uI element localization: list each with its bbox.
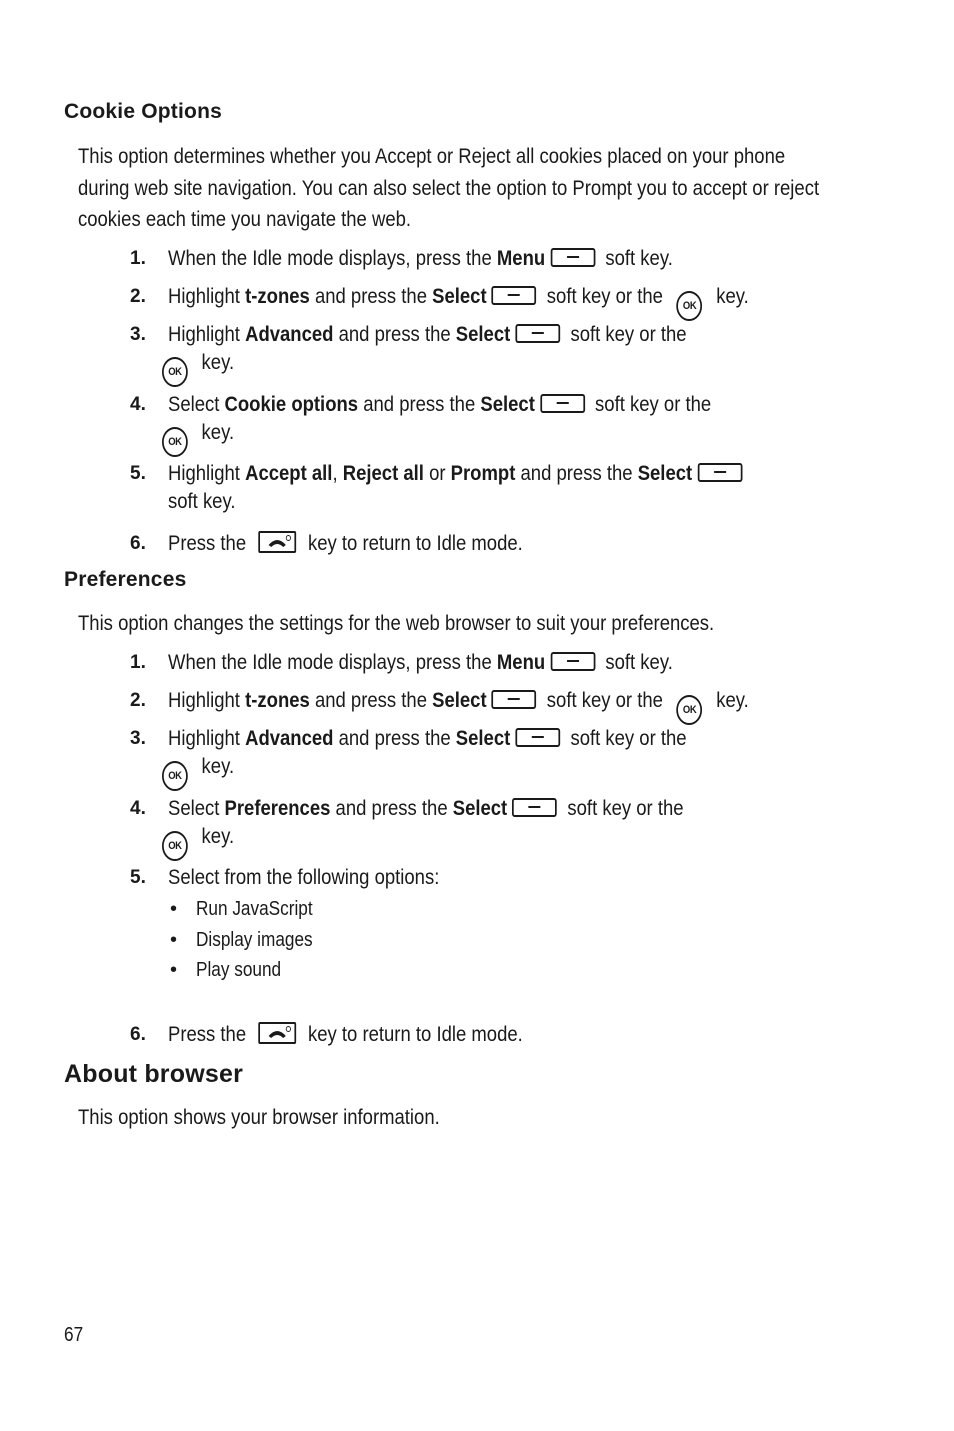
page-number: 67 (64, 1324, 84, 1346)
soft-key-icon (515, 728, 560, 747)
bullet-icon: • (170, 959, 178, 981)
bullet-icon: • (170, 929, 178, 951)
manual-page: Cookie Options This option determines whether you Accept or Reject all cookies placed on your phone during web site navigation. You can also select the option to Prompt you to accept or reject cookies each time you navigate the web. 1. When the Idle mode displays, press the Menu soft key. 2. Highlight t-zones and press the Select soft key or the OK key. 3. Highlight Advanced and press the Select soft key or the OK key. 4. Select Cookie options and press the Select soft key or the OK key. 5. Highlight Accept all, Reject all or Prompt and press the Select soft key. 6. Press the key to return to Idle mode. Preferences This option changes the settings for the web browser to suit your preferences. 1. When the Idle mode displays, press the Menu soft key. 2. Highlight t-zones and press the Select soft key or the OK key. 3. Highlight Advanced and press the Select soft key or the OK key. 4. Select Preferences and press the Select soft key or the OK key. 5. Select from the following options: • Run JavaScript • Display images • Play sound 6. Press the key to return to Idle mode. About browser This option shows your browser information. 67 (0, 0, 954, 1431)
ok-key-icon: OK (162, 761, 188, 791)
cookie-step-4-cont: OK key. (162, 420, 234, 457)
soft-key-icon (540, 394, 585, 413)
soft-key-icon (515, 324, 560, 343)
cookie-options-intro: This option determines whether you Accept or Reject all cookies placed on your phone during web site navigation. You can also select the option to Prompt you to accept or reject cookies each time you navigate the web. (78, 144, 820, 231)
pref-step-3-cont: OK key. (162, 754, 234, 791)
ok-key-icon: OK (162, 427, 188, 457)
soft-key-icon (550, 248, 595, 267)
ok-key-icon: OK (677, 695, 703, 725)
soft-key-icon (550, 652, 595, 671)
ok-key-icon: OK (162, 357, 188, 387)
end-key-icon (258, 531, 296, 553)
soft-key-icon (697, 463, 742, 482)
cookie-step-3-cont: OK key. (162, 350, 234, 387)
cookie-step-5-cont: soft key. (168, 489, 236, 513)
end-key-icon (258, 1022, 296, 1044)
pref-step-4-cont: OK key. (162, 824, 234, 861)
section-heading-preferences: Preferences (64, 568, 187, 591)
soft-key-icon (512, 798, 557, 817)
section-heading-cookie-options: Cookie Options (64, 100, 222, 123)
section-heading-about-browser: About browser (64, 1060, 243, 1088)
soft-key-icon (492, 690, 537, 709)
bullet-icon: • (170, 898, 178, 920)
soft-key-icon (492, 286, 537, 305)
preferences-intro: This option changes the settings for the web browser to suit your preferences. (78, 611, 715, 635)
ok-key-icon: OK (162, 831, 188, 861)
about-browser-intro: This option shows your browser information. (78, 1105, 440, 1129)
ok-key-icon: OK (677, 291, 703, 321)
